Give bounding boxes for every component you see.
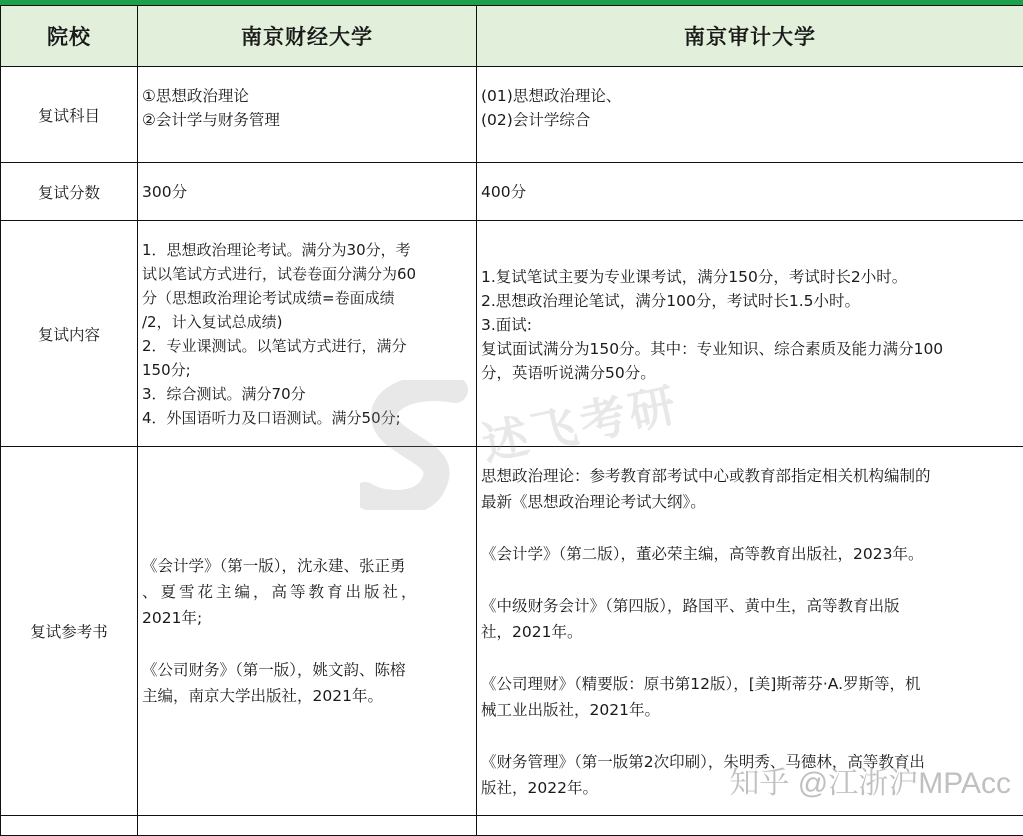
cell-line: 械工业出版社，2021年。 [481, 697, 1021, 723]
cell-line: 400分 [481, 180, 1021, 204]
row-label: 复试内容 [1, 221, 138, 447]
cell-school-a [138, 447, 477, 816]
cell-line: 思想政治理论：参考教育部考试中心或教育部指定相关机构编制的 [481, 463, 1021, 489]
cell-school-a [138, 163, 477, 221]
cell-line: 社，2021年。 [481, 619, 1021, 645]
table-row-subjects [1, 67, 1023, 163]
cell-line: 3．综合测试。满分70分 [142, 382, 474, 406]
cell-school-b [477, 67, 1023, 163]
cell-line: 2．专业课测试。以笔试方式进行，满分 [142, 334, 474, 358]
header-school-b: 南京审计大学 [477, 6, 1023, 67]
cell-school-a [138, 67, 477, 163]
cell-line: 1．思想政治理论考试。满分为30分，考 [142, 238, 474, 262]
cell-line: (01)思想政治理论、 [481, 84, 1021, 108]
spacer [481, 515, 1021, 541]
cell-line: 2021年; [142, 605, 474, 631]
cell-line: 3.面试: [481, 313, 1021, 337]
table-row-content [1, 221, 1023, 447]
cell-line: 分（思想政治理论考试成绩=卷面成绩 [142, 286, 474, 310]
table-row-scores [1, 163, 1023, 221]
cell-line: 1.复试笔试主要为专业课考试，满分150分，考试时长2小时。 [481, 265, 1021, 289]
empty-cell [1, 816, 138, 836]
cell-line: 《中级财务会计》（第四版），路国平、黄中生，高等教育出版 [481, 593, 1021, 619]
spacer [481, 645, 1021, 671]
cell-line: 主编，南京大学出版社，2021年。 [142, 683, 474, 709]
comparison-table [0, 5, 1023, 836]
cell-line: (02)会计学综合 [481, 108, 1021, 132]
header-school-label: 院校 [1, 6, 138, 67]
cell-line: 复试面试满分为150分。其中：专业知识、综合素质及能力满分100 [481, 337, 1021, 361]
table-row-partial [1, 816, 1023, 836]
cell-line: 300分 [142, 180, 474, 204]
cell-line: 最新《思想政治理论考试大纲》。 [481, 489, 1021, 515]
cell-line: 《公司理财》（精要版：原书第12版），[美]斯蒂芬·A.罗斯等，机 [481, 671, 1021, 697]
cell-line: 试以笔试方式进行，试卷卷面分满分为60 [142, 262, 474, 286]
table-row-reference-books [1, 447, 1023, 816]
cell-line: 、夏雪花主编，高等教育出版社， [142, 579, 474, 605]
empty-cell [477, 816, 1023, 836]
cell-line: 《会计学》（第一版），沈永建、张正勇 [142, 553, 474, 579]
spacer [481, 567, 1021, 593]
cell-school-a [138, 221, 477, 447]
cell-line: 《会计学》（第二版），董必荣主编，高等教育出版社，2023年。 [481, 541, 1021, 567]
cell-line: ①思想政治理论 [142, 84, 474, 108]
zhihu-watermark: 知乎 @江浙沪MPAcc [729, 758, 1011, 802]
header-row [1, 6, 1023, 67]
cell-line: 2.思想政治理论笔试，满分100分，考试时长1.5小时。 [481, 289, 1021, 313]
cell-school-b [477, 447, 1023, 816]
cell-school-b [477, 221, 1023, 447]
cell-line: ②会计学与财务管理 [142, 108, 474, 132]
spacer [481, 723, 1021, 749]
spacer [142, 631, 474, 657]
cell-line: 150分; [142, 358, 474, 382]
row-label: 复试分数 [1, 163, 138, 221]
brand-watermark: 述飞考研 [475, 368, 684, 474]
row-label: 复试参考书 [1, 447, 138, 816]
cell-line: 4．外国语听力及口语测试。满分50分; [142, 406, 474, 430]
cell-line: /2，计入复试总成绩) [142, 310, 474, 334]
cell-line: 《公司财务》（第一版），姚文韵、陈榕 [142, 657, 474, 683]
cell-line: 分，英语听说满分50分。 [481, 361, 1021, 385]
empty-cell [138, 816, 477, 836]
row-label: 复试科目 [1, 67, 138, 163]
cell-school-b [477, 163, 1023, 221]
cell-line: 版社，2022年。 [481, 775, 1021, 801]
header-school-a: 南京财经大学 [138, 6, 477, 67]
cell-line: 《财务管理》（第一版第2次印刷），朱明秀、马德林，高等教育出 [481, 749, 1021, 775]
